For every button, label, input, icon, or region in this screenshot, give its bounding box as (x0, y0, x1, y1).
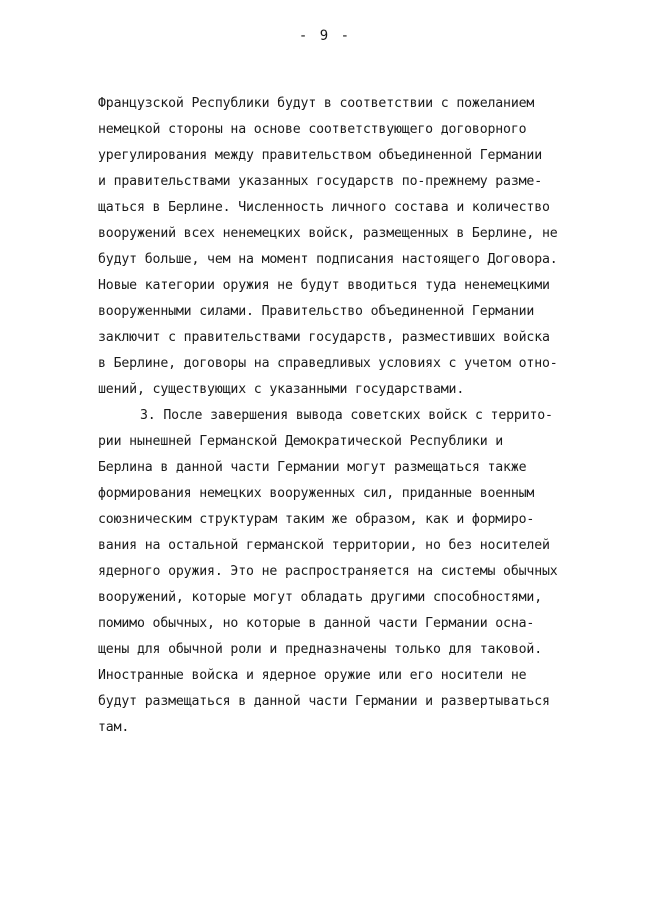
text-line: заключит с правительствами государств, разместивших войска (98, 330, 550, 345)
text-line: вооружений всех ненемецких войск, размещенных в Берлине, не (98, 226, 558, 241)
text-line: рии нынешней Германской Демократической Республики и (98, 434, 504, 449)
text-line: вания на остальной германской территории, но без носителей (98, 538, 550, 553)
text-line: немецкой стороны на основе соответствующего договорного (98, 122, 527, 137)
text-line: будут размещаться в данной части Германии и развертываться (98, 694, 550, 709)
text-line: вооружений, которые могут обладать другими способностями, (98, 590, 543, 605)
text-line: помимо обычных, но которые в данной части Германии осна- (98, 616, 535, 631)
text-line: вооруженными силами. Правительство объединенной Германии (98, 304, 535, 319)
text-line: щаться в Берлине. Численность личного состава и количество (98, 200, 550, 215)
text-line: 3. После завершения вывода советских войск с террито- (140, 408, 553, 423)
text-line: и правительствами указанных государств по-прежнему разме- (98, 174, 543, 189)
text-line: урегулирования между правительством объединенной Германии (98, 148, 543, 163)
text-line: союзническим структурам таким же образом, как и формиро- (98, 512, 535, 527)
text-line: формирования немецких вооруженных сил, приданные военным (98, 486, 535, 501)
text-line: щены для обычной роли и предназначены только для таковой. (98, 642, 543, 657)
text-line: будут больше, чем на момент подписания настоящего Договора. (98, 252, 558, 267)
text-line: Новые категории оружия не будут вводиться туда ненемецкими (98, 278, 550, 293)
text-line: Берлина в данной части Германии могут размещаться также (98, 460, 527, 475)
text-line: в Берлине, договоры на справедливых условиях с учетом отно- (98, 356, 558, 371)
text-line: шений, существующих с указанными государствами. (98, 382, 465, 397)
text-line: ядерного оружия. Это не распространяется на системы обычных (98, 564, 558, 579)
text-line: Французской Республики будут в соответствии с пожеланием (98, 96, 535, 111)
text-line: там. (98, 720, 130, 735)
text-line: Иностранные войска и ядерное оружие или его носители не (98, 668, 527, 683)
page-number: - 9 - (298, 28, 352, 44)
